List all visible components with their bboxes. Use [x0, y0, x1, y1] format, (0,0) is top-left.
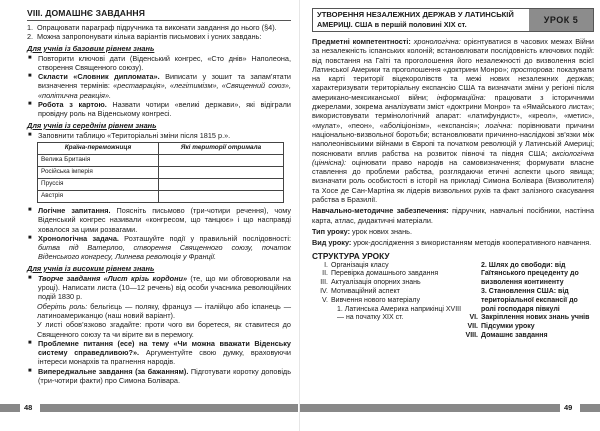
structure-item: II. Перевірка домашнього завдання: [322, 270, 439, 278]
materials-paragraph: Навчально-методичне забезпечення: підручник, навчальні посібники, настінна карта, атлас, дидактичні матеріали.: [312, 206, 594, 225]
right-footer-bar: [580, 404, 600, 412]
task-item-1: 1. Опрацювати параграф підручника та виконати завдання до нього (§4).: [27, 23, 277, 32]
homework-section-title: VIII. ДОМАШНЄ ЗАВДАННЯ: [27, 8, 291, 21]
structure-item: IV. Мотиваційний аспект: [320, 287, 400, 295]
territorial-changes-table: [37, 142, 284, 203]
choose-role-text: Оберіть роль: бельгієць — поляку, француз — італійцю або іспанець — латиноамериканцю (наш новий варіант).: [37, 301, 292, 320]
right-footer-bar-long: [300, 404, 560, 412]
left-page-number: 48: [24, 403, 33, 412]
right-page: [300, 0, 600, 431]
structure-item: III. Актуалізація опорних знань: [320, 279, 421, 287]
left-page-content: [27, 8, 291, 385]
table-row: Австрія: [38, 190, 284, 202]
right-page-number: 49: [564, 403, 573, 412]
structure-item: I. Організація класу: [324, 261, 389, 269]
lesson-type-paragraph: Тип уроку: урок нових знань.: [312, 226, 412, 236]
lesson-badge: УРОК 5: [529, 9, 593, 31]
bullet-icon: ■: [28, 367, 32, 374]
structure-item: VII. Підсумки уроку: [467, 323, 535, 331]
lesson-header: [312, 8, 594, 32]
table-row: Велика Британія: [38, 154, 284, 166]
bullet-icon: ■: [28, 131, 32, 138]
chronology-task-item: ■ Хронологічна задача. Розташуйте події у правильній послідовності: битва під Ватерлоо, створення Священного союзу, початок Віденського конгресу, Липнева революція у Франції.: [28, 233, 291, 262]
creative-task-item: ■ Творче завдання «Лист крізь кордони» (те, що ми обговорювали на уроці). Написати листа (10—12 речень) від особи учасника революційних подій 1830 р.: [28, 273, 291, 302]
bullet-icon: ■: [28, 274, 32, 281]
structure-columns: [312, 262, 594, 341]
structure-item: VI. Закріплення нових знань учнів: [469, 314, 590, 322]
structure-item: VIII. Домашнє завдання: [465, 331, 548, 339]
task-item-2: 2. Можна запропонувати кілька варіантів письмових і усних завдань:: [27, 32, 262, 42]
problem-question-item: ■ Проблемне питання (есе) на тему «Чи можна вважати Віденську систему справедливою?». Аргументуйте свою думку, враховуючи інтереси монархів та прагнення народів.: [28, 338, 292, 367]
letter-requirements-text: У листі обов’язково згадайте: проти чого ви боретеся, як ставитеся до Священного союзу та чи вірите ви в перемогу.: [37, 320, 291, 339]
left-footer-bar-long: [40, 404, 298, 412]
structure-column-left: [312, 262, 462, 341]
structure-title: СТРУКТУРА УРОКУ: [312, 250, 390, 261]
basic-item-2: ■ Скласти «Словник дипломата». Виписати у зошит та запам’ятати визначення термінів: «реставрація», «легітимізм», «Священний союз», «політична реакція».: [28, 72, 291, 100]
basic-item-1: ■ Повторити ключові дати (Віденський конгрес, «Сто днів» Наполеона, створення Священного союзу).: [28, 53, 291, 72]
table-header-territories: Які території отримала: [159, 142, 284, 154]
basic-level-heading: Для учнів із базовим рівнем знань: [27, 43, 155, 53]
table-row: Російська імперія: [38, 166, 284, 178]
table-header-country: Країна-переможниця: [38, 142, 159, 154]
competence-paragraph: Предметні компетентності: хронологічна: орієнтуватися в часових межах Війни за незалежність іспанських колоній; встановлювати послідовність ключових подій: від повстання на Гаїті та проголошення його незалежності до визволення всієї Латинської Америки та проголошення «доктрини Монро»; просторова: показувати на карті території віцекоролівств та межі нових незалежних держав; характеризувати територіальну експансію США та визначати зміни у регіоні після американо-мексиканської війни; інформаційна: працювати з історичними джерелами, зокрема аналізувати зміст «доктрини Монро» та «Ямайського листа»; використовувати термінологічний апарат: «латифундист», «креол», «метис», «мулат», «пеон», «аболіціонізм», «експансія»; логічна: порівнювати причини національно-визвольної боротьби; встановлювати причинно-наслідкові зв’язки між наполеонівськими війнами в Європі та початком революцій у Латинській Америці; пояснювати вплив рабства на розвиток півночі та півдня США; аксіологічна (ціннісна): оцінювати право народів на самовизначення; формувати власне ставлення до проблеми рабства, розглядаючи етичні аспекти цього явища; визначати роль особистості в історії на прикладі Симона Болівара (Визволителя) та Хосе де Сан-Мартіна як лідерів визвольних рухів та факт залізного скасування рабства в Бразилії.: [312, 37, 594, 205]
bullet-icon: ■: [28, 101, 32, 108]
advance-task-item: ■ Випереджальне завдання (за бажанням). Підготувати коротку доповідь (три-чотири факти) про Симона Болівара.: [28, 366, 291, 386]
right-page-content: [312, 8, 594, 341]
bullet-icon: ■: [28, 73, 32, 80]
high-level-heading: Для учнів із високим рівнем знань: [27, 263, 155, 273]
bullet-icon: ■: [28, 234, 32, 241]
structure-column-right: [462, 262, 594, 341]
bullet-icon: ■: [28, 54, 32, 61]
lesson-title: УТВОРЕННЯ НЕЗАЛЕЖНИХ ДЕРЖАВ У ЛАТИНСЬКІЙ АМЕРИЦІ. США в першій половині XIX ст.: [317, 10, 514, 29]
intermediate-level-heading: Для учнів із середнім рівнем знань: [27, 120, 157, 130]
left-footer-bar: [0, 404, 20, 412]
bullet-icon: ■: [28, 339, 32, 346]
structure-subitem: 3. Становлення США: від територіальної експансії до ролі господаря півкулі: [481, 287, 578, 313]
logical-question-item: ■ Логічне запитання. Поясніть письмово (три-чотири речення), чому Віденський конгрес називали «конгресом, що танцює» і що насправді ховалося за цими розвагами.: [28, 205, 292, 234]
bullet-icon: ■: [28, 206, 32, 213]
lesson-kind-paragraph: Вид уроку: урок-дослідження з використанням методів кооперативного навчання.: [312, 238, 592, 248]
structure-subitem: 1. Латинська Америка наприкінці XVIII — на початку XIX ст.: [337, 305, 462, 322]
structure-subitem: 2. Шлях до свободи: від Гаїтянського прецеденту до визволення континенту: [481, 261, 579, 287]
table-row: Пруссія: [38, 178, 284, 190]
structure-item: V. Вивчення нового матеріалу: [322, 296, 421, 304]
intermediate-item: ■ Заповнити таблицю «Територіальні зміни після 1815 р.».: [28, 130, 231, 140]
basic-item-3: ■ Робота з картою. Назвати чотири «великі держави», які відіграли провідну роль на Віденському конгресі.: [28, 100, 291, 119]
